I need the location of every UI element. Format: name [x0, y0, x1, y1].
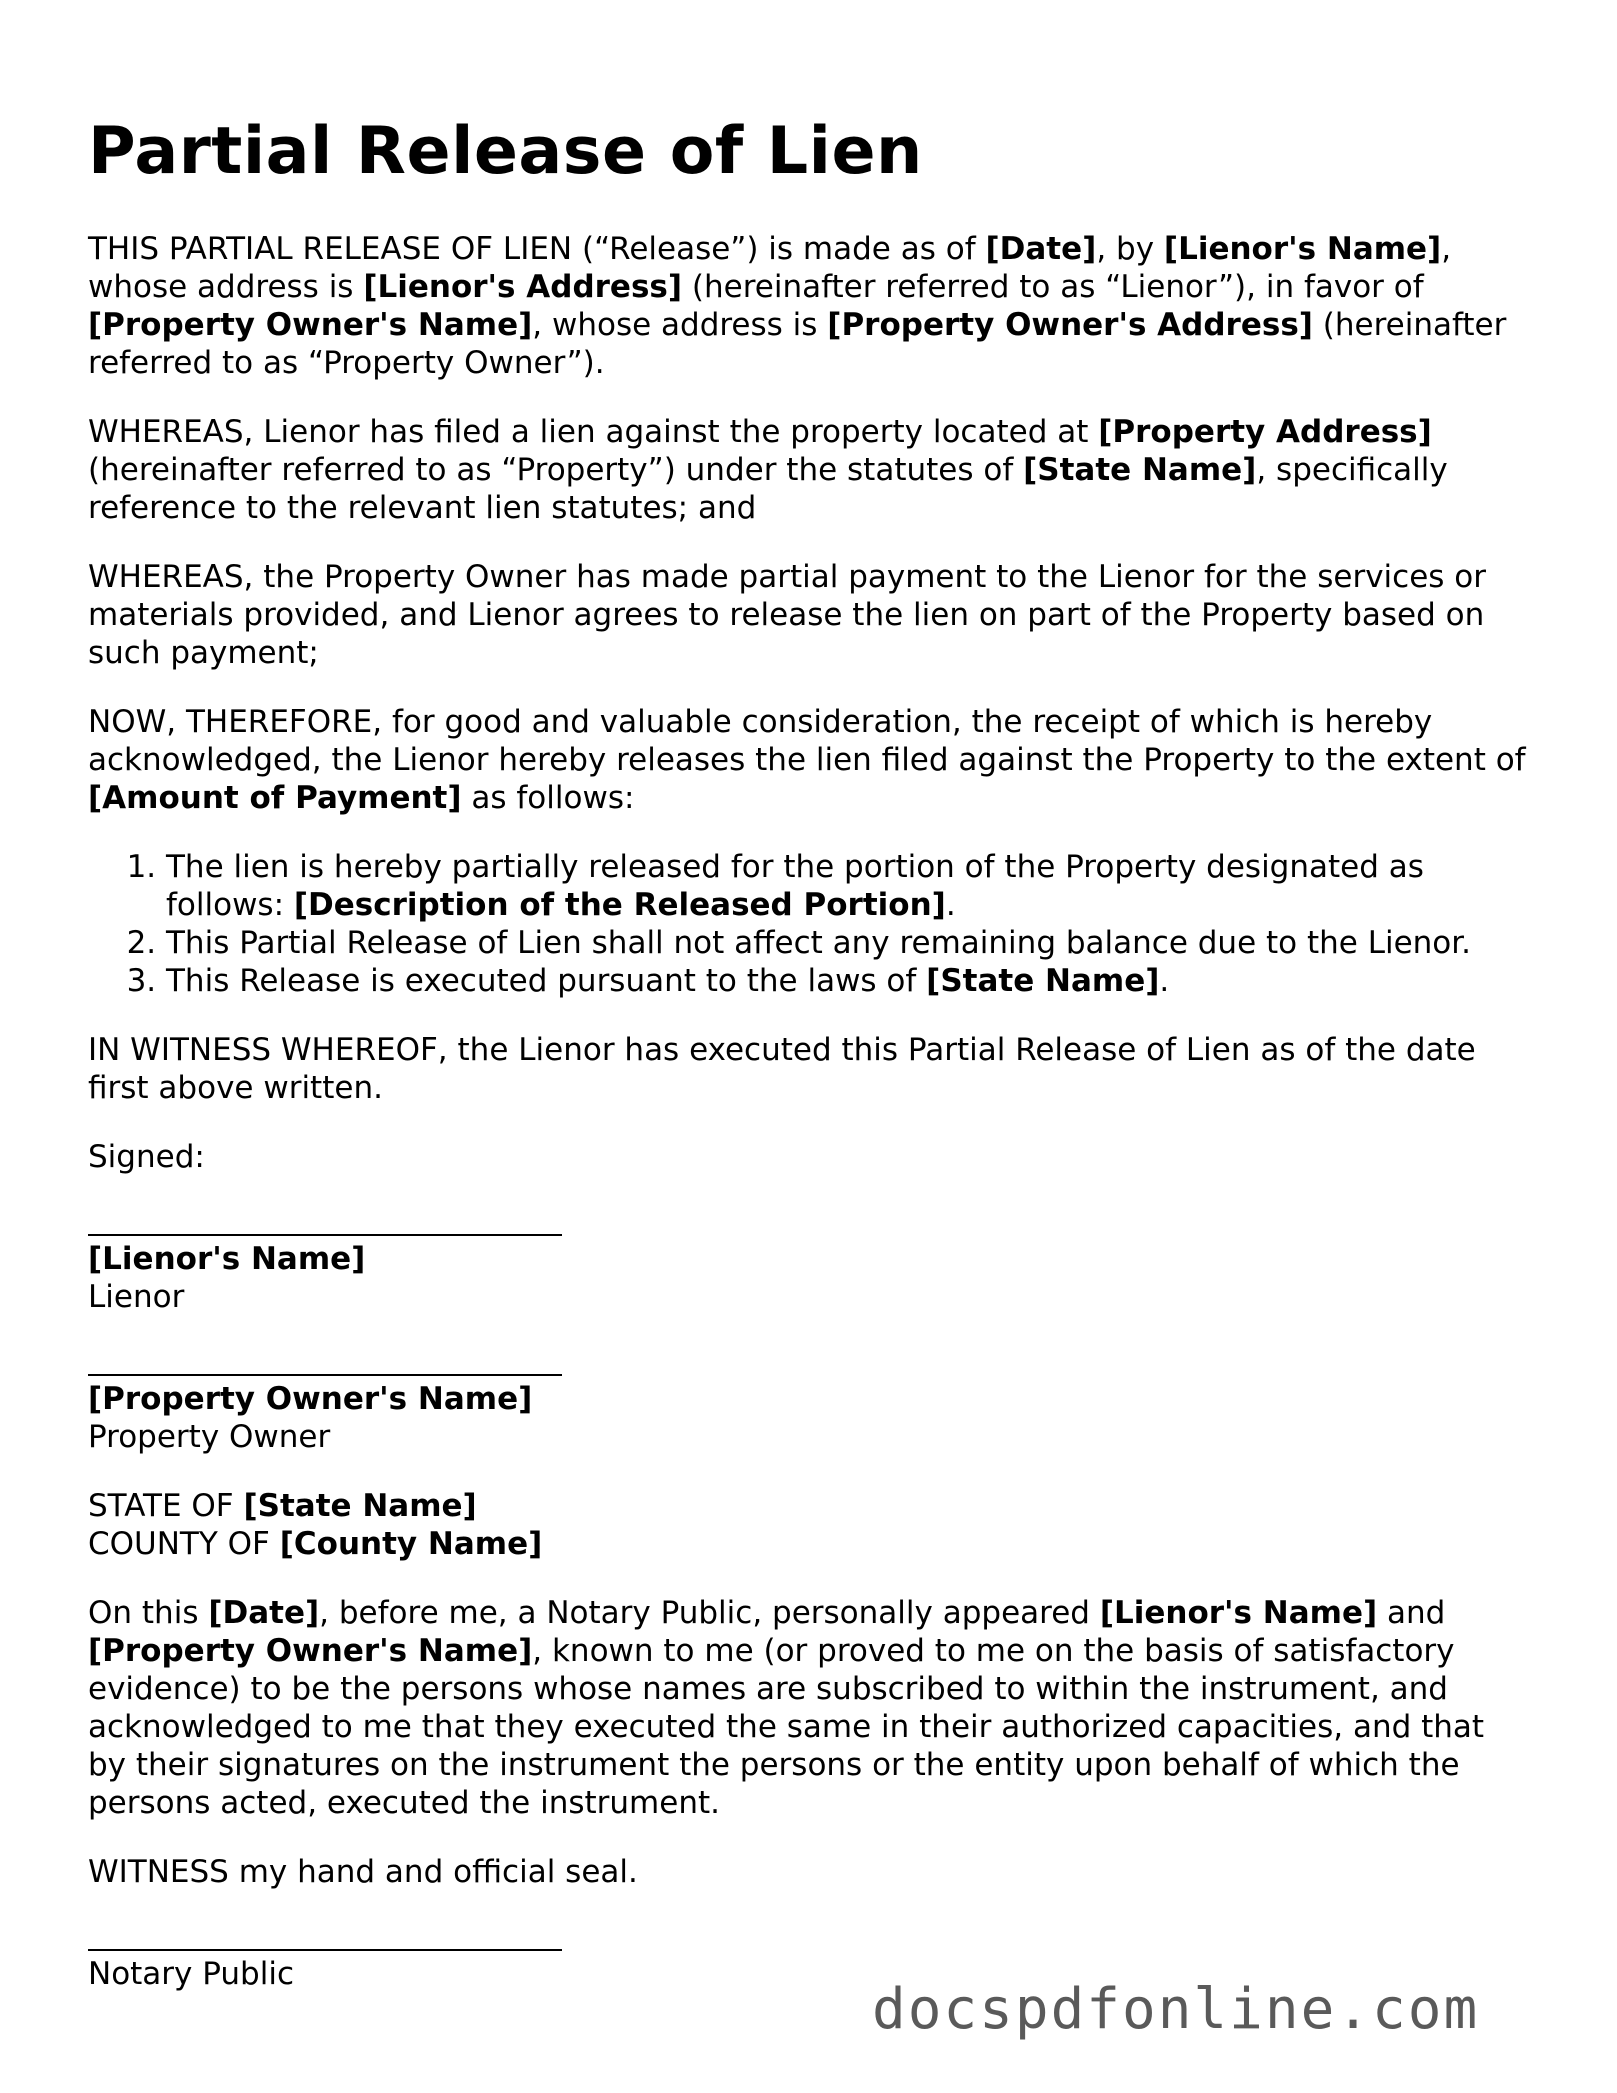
state-label: STATE OF	[88, 1488, 244, 1524]
in-witness-paragraph: IN WITNESS WHEREOF, the Lienor has executed this Partial Release of Lien as of the date first above written.	[88, 1032, 1476, 1106]
whereas-text: , specifically reference to the relevant lien statutes; and	[88, 452, 1448, 526]
list-item-text: .	[1159, 963, 1170, 999]
lienor-signature-block	[88, 1234, 1528, 1316]
list-item: 2. This Partial Release of Lien shall not affect any remaining balance due to the Lienor.	[166, 924, 1528, 962]
notary-text: , known to me (or proved to me on the basis of satisfactory evidence) to be the persons whose names are subscribed to within the instrument, and acknowledged to me that they executed the same in their authorized capacities, and that by their signatures on the instrument the persons or the entity upon behalf of which the persons acted, executed the instrument.	[88, 1633, 1485, 1821]
document-page	[88, 112, 1528, 1993]
signature-line[interactable]	[88, 1374, 562, 1376]
intro-text: (hereinafter referred to as “Lienor”), in favor of	[682, 269, 1424, 305]
lienor-address-placeholder: [Lienor's Address]	[363, 269, 683, 305]
signature-role: Property Owner	[88, 1419, 331, 1455]
county-line	[88, 1525, 1528, 1563]
watermark: docspdfonline.com	[872, 1977, 1480, 2042]
county-label: COUNTY OF	[88, 1526, 280, 1562]
intro-text: , by	[1096, 231, 1164, 267]
owner-address-placeholder: [Property Owner's Address]	[827, 307, 1313, 343]
owner-signature-block	[88, 1374, 1528, 1456]
now-therefore-text: as follows:	[461, 780, 635, 816]
signed-label: Signed:	[88, 1139, 205, 1175]
intro-text: (hereinafter referred to as “Property Owner”).	[88, 307, 1507, 381]
state-line	[88, 1487, 1528, 1525]
amount-placeholder: [Amount of Payment]	[88, 780, 462, 816]
notary-label: Notary Public	[88, 1956, 294, 1992]
notary-text: and	[1377, 1595, 1446, 1631]
list-item	[166, 848, 1528, 924]
state-county-block	[88, 1487, 1528, 1563]
now-therefore-paragraph	[88, 703, 1528, 817]
notary-text: On this	[88, 1595, 209, 1631]
list-item-text: The lien is hereby partially released for the portion of the Property designated as follows:	[166, 849, 1424, 923]
intro-text: , whose address is	[88, 231, 1452, 305]
signature-line[interactable]	[88, 1949, 562, 1951]
signature-role: Lienor	[88, 1279, 185, 1315]
released-portion-placeholder: [Description of the Released Portion]	[293, 887, 946, 923]
lienor-name-placeholder: [Lienor's Name]	[1099, 1595, 1378, 1631]
intro-paragraph	[88, 230, 1528, 382]
date-placeholder: [Date]	[208, 1595, 320, 1631]
whereas-payment-paragraph: WHEREAS, the Property Owner has made partial payment to the Lienor for the services or materials provided, and Lienor agrees to release the lien on part of the Property based on such payment;	[88, 559, 1486, 671]
witness-seal-paragraph: WITNESS my hand and official seal.	[88, 1854, 638, 1890]
lienor-name-placeholder: [Lienor's Name]	[1163, 231, 1442, 267]
owner-name-placeholder: [Property Owner's Name]	[88, 1381, 533, 1417]
property-address-placeholder: [Property Address]	[1098, 414, 1432, 450]
notary-acknowledgment-paragraph	[88, 1594, 1528, 1822]
lienor-name-placeholder: [Lienor's Name]	[88, 1241, 366, 1277]
whereas-text: (hereinafter referred to as “Property”) under the statutes of	[88, 452, 1024, 488]
whereas-lien-paragraph	[88, 413, 1528, 527]
now-therefore-text: NOW, THEREFORE, for good and valuable consideration, the receipt of which is hereby acknowledged, the Lienor hereby releases the lien filed against the Property to the extent of	[88, 704, 1526, 778]
signature-line[interactable]	[88, 1234, 562, 1236]
date-placeholder: [Date]	[985, 231, 1097, 267]
state-name-placeholder: [State Name]	[243, 1488, 477, 1524]
list-item-text: This Release is executed pursuant to the laws of	[166, 963, 927, 999]
notary-text: , before me, a Notary Public, personally appeared	[319, 1595, 1100, 1631]
state-name-placeholder: [State Name]	[926, 963, 1160, 999]
intro-text: , whose address is	[532, 307, 828, 343]
whereas-text: WHEREAS, Lienor has filed a lien against the property located at	[88, 414, 1099, 450]
state-name-placeholder: [State Name]	[1023, 452, 1257, 488]
document-title: Partial Release of Lien	[88, 114, 923, 189]
county-name-placeholder: [County Name]	[279, 1526, 543, 1562]
list-item-text: .	[945, 887, 956, 923]
list-item	[166, 962, 1528, 1000]
owner-name-placeholder: [Property Owner's Name]	[88, 1633, 533, 1669]
release-terms-list	[88, 848, 1528, 1000]
intro-text: THIS PARTIAL RELEASE OF LIEN (“Release”) is made as of	[88, 231, 986, 267]
owner-name-placeholder: [Property Owner's Name]	[88, 307, 533, 343]
